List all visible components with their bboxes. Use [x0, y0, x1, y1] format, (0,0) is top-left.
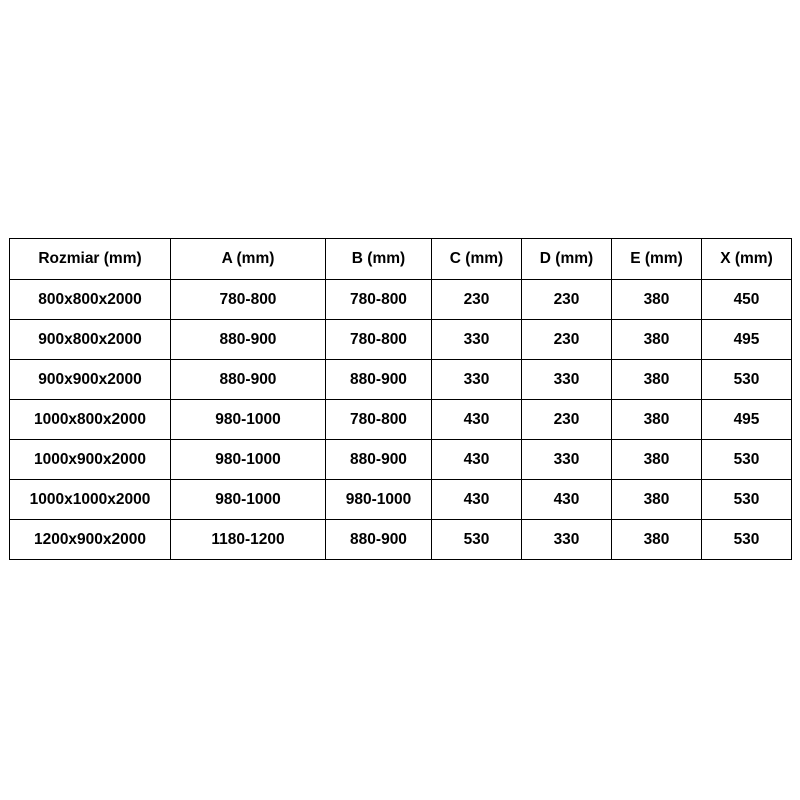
cell-b: 780-800 [326, 400, 432, 440]
cell-b: 880-900 [326, 440, 432, 480]
cell-size: 1200x900x2000 [10, 520, 171, 560]
cell-x: 495 [702, 400, 792, 440]
cell-size: 1000x1000x2000 [10, 480, 171, 520]
cell-c: 430 [432, 400, 522, 440]
cell-d: 230 [522, 280, 612, 320]
cell-b: 980-1000 [326, 480, 432, 520]
cell-x: 495 [702, 320, 792, 360]
cell-e: 380 [612, 280, 702, 320]
table-row [10, 440, 792, 480]
cell-c: 430 [432, 440, 522, 480]
cell-c: 530 [432, 520, 522, 560]
column-header-size: Rozmiar (mm) [10, 239, 171, 280]
cell-x: 530 [702, 360, 792, 400]
cell-e: 380 [612, 440, 702, 480]
column-header-x: X (mm) [702, 239, 792, 280]
cell-c: 330 [432, 320, 522, 360]
cell-a: 980-1000 [171, 440, 326, 480]
table-row [10, 520, 792, 560]
cell-d: 330 [522, 360, 612, 400]
table-header-row [10, 239, 792, 280]
table-row [10, 400, 792, 440]
cell-size: 800x800x2000 [10, 280, 171, 320]
table-row [10, 480, 792, 520]
column-header-a: A (mm) [171, 239, 326, 280]
column-header-d: D (mm) [522, 239, 612, 280]
cell-a: 880-900 [171, 360, 326, 400]
cell-b: 780-800 [326, 320, 432, 360]
cell-a: 780-800 [171, 280, 326, 320]
column-header-c: C (mm) [432, 239, 522, 280]
cell-e: 380 [612, 400, 702, 440]
cell-e: 380 [612, 520, 702, 560]
cell-x: 530 [702, 520, 792, 560]
cell-a: 980-1000 [171, 400, 326, 440]
cell-d: 430 [522, 480, 612, 520]
specification-table [9, 238, 792, 560]
column-header-b: B (mm) [326, 239, 432, 280]
cell-d: 330 [522, 520, 612, 560]
cell-size: 900x900x2000 [10, 360, 171, 400]
cell-e: 380 [612, 360, 702, 400]
table-row [10, 360, 792, 400]
cell-e: 380 [612, 480, 702, 520]
cell-d: 230 [522, 320, 612, 360]
cell-b: 880-900 [326, 520, 432, 560]
cell-b: 780-800 [326, 280, 432, 320]
table-row [10, 320, 792, 360]
cell-c: 430 [432, 480, 522, 520]
cell-size: 900x800x2000 [10, 320, 171, 360]
cell-a: 980-1000 [171, 480, 326, 520]
cell-d: 230 [522, 400, 612, 440]
cell-x: 530 [702, 480, 792, 520]
cell-x: 450 [702, 280, 792, 320]
column-header-e: E (mm) [612, 239, 702, 280]
cell-size: 1000x900x2000 [10, 440, 171, 480]
cell-a: 880-900 [171, 320, 326, 360]
specification-table-container [9, 238, 791, 560]
cell-e: 380 [612, 320, 702, 360]
cell-size: 1000x800x2000 [10, 400, 171, 440]
cell-c: 230 [432, 280, 522, 320]
cell-a: 1180-1200 [171, 520, 326, 560]
cell-b: 880-900 [326, 360, 432, 400]
cell-x: 530 [702, 440, 792, 480]
cell-c: 330 [432, 360, 522, 400]
table-row [10, 280, 792, 320]
cell-d: 330 [522, 440, 612, 480]
